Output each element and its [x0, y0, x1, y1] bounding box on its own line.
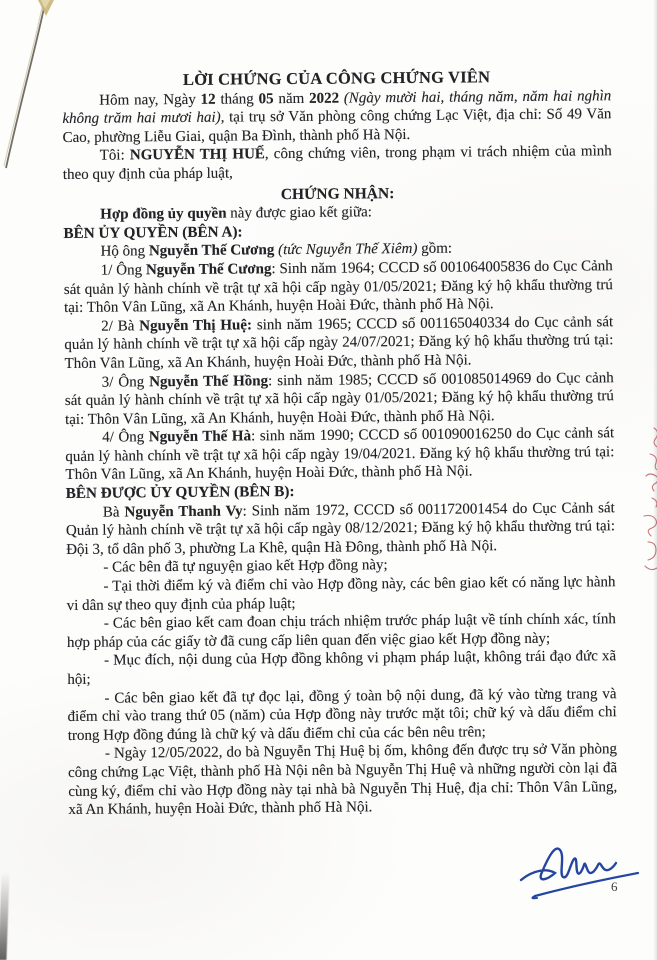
paragraph: Bà Nguyễn Thanh Vy: Sinh năm 1972, CCCD số 001172001454 do Cục Cảnh sát Quản lý hành chính về trật tự xã hội cấp ngày 08/12/2021; Đăng ký hộ khẩu thường trú tại: Đội 3, tổ dân phố 3, phường La Khê, quận Hà Đông, thành phố Hà Nội. [65, 499, 616, 558]
paragraph: Tôi: NGUYỄN THỊ HUẾ, công chứng viên, trong phạm vi trách nhiệm của mình theo quy định của pháp luật, [62, 143, 612, 183]
paragraph: - Các bên giao kết đã tự đọc lại, đồng ý toàn bộ nội dung, đã ký vào từng trang và điểm chỉ vào trang thứ 05 (năm) của Hợp đồng này trước mặt tôi; chữ ký và dấu điểm chỉ trong Hợp đồng đúng là chữ ký và dấu điểm chỉ của các bên nêu trên; [67, 685, 617, 744]
paragraph: 3/ Ông Nguyễn Thế Hồng: sinh năm 1985; CCCD số 001085014969 do Cục cảnh sát quản lý hành chính về trật tự xã hội cấp ngày 01/05/2021; Đăng ký hộ khẩu thường trú tại: Thôn Vân Lũng, xã An Khánh, huyện Hoài Đức, thành phố Hà Nội. [64, 369, 614, 428]
page-number: 6 [611, 879, 618, 894]
paragraph: Hôm nay, Ngày 12 tháng 05 năm 2022 (Ngày mười hai, tháng năm, năm hai nghìn không trăm hai mươi hai), tại trụ sở Văn phòng công chứng Lạc Việt, địa chỉ: Số 49 Văn Cao, phường Liễu Giai, quận Ba Đình, thành phố Hà Nội. [62, 87, 612, 146]
paragraph: - Các bên giao kết cam đoan chịu trách nhiệm trước pháp luật về tính chính xác, tính hợp pháp của các giấy tờ đã cung cấp liên quan đến việc giao kết Hợp đồng này; [66, 611, 616, 651]
paragraph: - Mục đích, nội dung của Hợp đồng không vi phạm pháp luật, không trái đạo đức xã hội; [67, 648, 617, 688]
paragraph: Hộ ông Nguyễn Thế Cương (tức Nguyễn Thế Xiêm) gồm: [100, 240, 453, 261]
scan-edge-shadow-right [653, 0, 657, 960]
paragraph: CHỨNG NHẬN: [280, 184, 395, 203]
paragraph: BÊN ỦY QUYỀN (BÊN A): [63, 223, 243, 242]
paragraph: 2/ Bà Nguyễn Thị Huệ: sinh năm 1965; CCCD số 001165040334 do Cục cảnh sát quản lý hành chính về trật tự xã hội cấp ngày 24/07/2021; Đăng ký hộ khẩu thường trú tại: Thôn Vân Lũng, xã An Khánh, huyện Hoài Đức, thành phố Hà Nội. [64, 313, 614, 372]
paragraph: LỜI CHỨNG CỦA CÔNG CHỨNG VIÊN [182, 67, 491, 89]
paragraph: - Các bên đã tự nguyện giao kết Hợp đồng này; [103, 557, 388, 577]
document-body [62, 67, 618, 820]
notary-signature-icon [517, 836, 655, 908]
scan-edge-shadow [0, 872, 10, 960]
binding-string-page-edge-icon [0, 0, 70, 190]
paragraph: - Ngày 12/05/2022, do bà Nguyễn Thị Huệ bị ốm, không đến được trụ sở Văn phòng công chứng Lạc Việt, thành phố Hà Nội nên bà Nguyễn Thị Huệ và những người còn lại đã cùng ký, điểm chỉ vào Hợp đồng này tại nhà bà Nguyễn Thị Huệ, địa chỉ: Thôn Vân Lũng, xã An Khánh, huyện Hoài Đức, thành phố Hà Nội. [68, 741, 618, 819]
paragraph: BÊN ĐƯỢC ỦY QUYỀN (BÊN B): [65, 483, 295, 503]
paragraph: 4/ Ông Nguyễn Thế Hà: sinh năm 1990; CCCD số 001090016250 do Cục cảnh sát quản lý hành chính về trật tự xã hội cấp ngày 19/04/2021. Đăng ký hộ khẩu thường trú tại: Thôn Vân Lũng, xã An Khánh, huyện Hoài Đức, thành phố Hà Nội. [65, 425, 615, 484]
paragraph: - Tại thời điểm ký và điểm chỉ vào Hợp đồng này, các bên giao kết có năng lực hành vi dân sự theo quy định của pháp luật; [66, 574, 616, 614]
paragraph: 1/ Ông Nguyễn Thế Cương: Sinh năm 1964; CCCD số 001064005836 do Cục Cảnh sát quản lý hành chính về trật tự xã hội cấp ngày 01/05/2021; Đăng ký hộ khẩu thường trú tại: Thôn Vân Lũng, xã An Khánh, huyện Hoài Đức, thành phố Hà Nội. [63, 258, 613, 317]
paragraph: Hợp đồng ủy quyền này được giao kết giữa: [100, 204, 372, 223]
